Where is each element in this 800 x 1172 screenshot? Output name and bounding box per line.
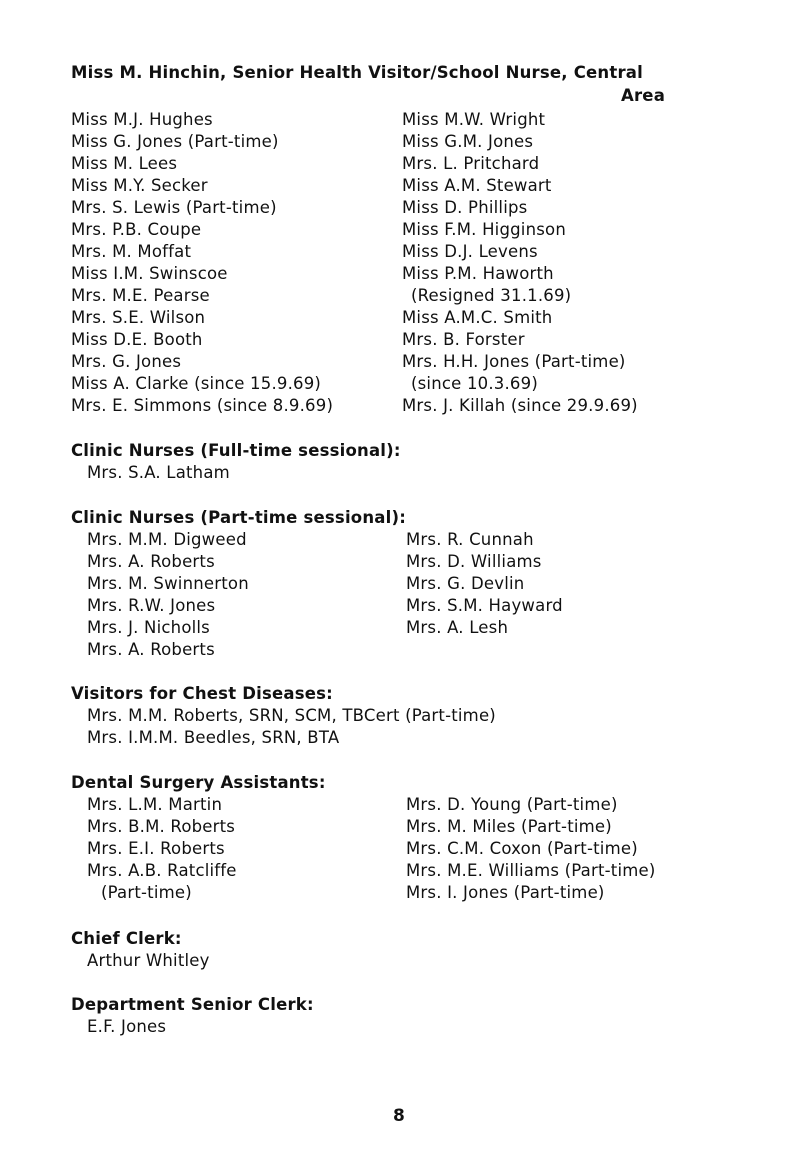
list-item: Miss P.M. Haworth: [402, 264, 554, 283]
clinic-full-heading: Clinic Nurses (Full-time sessional):: [71, 441, 401, 460]
list-item: Mrs. M.E. Pearse: [71, 286, 210, 305]
list-item: Mrs. I. Jones (Part-time): [406, 883, 605, 902]
list-item: Miss D.J. Levens: [402, 242, 538, 261]
list-item: (since 10.3.69): [411, 374, 538, 393]
list-item: Miss D. Phillips: [402, 198, 528, 217]
header-title-line1: Miss M. Hinchin, Senior Health Visitor/School Nurse, Central: [71, 63, 643, 82]
list-item: Mrs. S.M. Hayward: [406, 596, 563, 615]
list-item: Mrs. G. Jones: [71, 352, 182, 371]
list-item: Mrs. E. Simmons (since 8.9.69): [71, 396, 334, 415]
list-item: Mrs. J. Nicholls: [87, 618, 210, 637]
list-item: Mrs. M. Swinnerton: [87, 574, 249, 593]
list-item: Miss M.W. Wright: [402, 110, 546, 129]
list-item: Miss I.M. Swinscoe: [71, 264, 228, 283]
list-item: Mrs. R. Cunnah: [406, 530, 534, 549]
list-item: Mrs. L. Pritchard: [402, 154, 540, 173]
list-item: Mrs. A. Roberts: [87, 640, 215, 659]
list-item: Mrs. B. Forster: [402, 330, 525, 349]
list-item: (Resigned 31.1.69): [411, 286, 572, 305]
list-item: Miss F.M. Higginson: [402, 220, 566, 239]
list-item: Mrs. S.E. Wilson: [71, 308, 206, 327]
chest-heading: Visitors for Chest Diseases:: [71, 684, 333, 703]
list-item: Miss M. Lees: [71, 154, 178, 173]
list-item: Mrs. H.H. Jones (Part-time): [402, 352, 626, 371]
list-item: Mrs. D. Williams: [406, 552, 542, 571]
list-item: Mrs. M.E. Williams (Part-time): [406, 861, 656, 880]
list-item: Mrs. L.M. Martin: [87, 795, 223, 814]
dept-clerk-heading: Department Senior Clerk:: [71, 995, 314, 1014]
list-item: Mrs. M. Miles (Part-time): [406, 817, 612, 836]
list-item: Mrs. A.B. Ratcliffe: [87, 861, 237, 880]
list-item: Mrs. R.W. Jones: [87, 596, 216, 615]
dept-clerk-name: E.F. Jones: [87, 1017, 167, 1036]
list-item: Mrs. M.M. Digweed: [87, 530, 247, 549]
list-item: Mrs. E.I. Roberts: [87, 839, 225, 858]
page-number: 8: [393, 1106, 405, 1126]
list-item: (Part-time): [101, 883, 192, 902]
list-item: Mrs. A. Lesh: [406, 618, 509, 637]
list-item: Mrs. S. Lewis (Part-time): [71, 198, 277, 217]
list-item: Mrs. D. Young (Part-time): [406, 795, 618, 814]
list-item: Miss M.Y. Secker: [71, 176, 208, 195]
list-item: Miss A.M. Stewart: [402, 176, 552, 195]
list-item: Mrs. S.A. Latham: [87, 463, 230, 482]
list-item: Mrs. G. Devlin: [406, 574, 525, 593]
list-item: Miss M.J. Hughes: [71, 110, 213, 129]
header-title-line2: Area: [621, 86, 666, 105]
chief-clerk-heading: Chief Clerk:: [71, 929, 182, 948]
list-item: Mrs. C.M. Coxon (Part-time): [406, 839, 638, 858]
list-item: Mrs. P.B. Coupe: [71, 220, 202, 239]
list-item: Mrs. A. Roberts: [87, 552, 215, 571]
list-item: Mrs. B.M. Roberts: [87, 817, 236, 836]
chief-clerk-name: Arthur Whitley: [87, 951, 210, 970]
list-item: Miss D.E. Booth: [71, 330, 203, 349]
list-item: Miss A.M.C. Smith: [402, 308, 553, 327]
list-item: Miss A. Clarke (since 15.9.69): [71, 374, 322, 393]
list-item: Miss G. Jones (Part-time): [71, 132, 279, 151]
dental-heading: Dental Surgery Assistants:: [71, 773, 326, 792]
clinic-part-heading: Clinic Nurses (Part-time sessional):: [71, 508, 407, 527]
list-item: Mrs. M.M. Roberts, SRN, SCM, TBCert (Part-time): [87, 706, 496, 725]
list-item: Miss G.M. Jones: [402, 132, 534, 151]
list-item: Mrs. M. Moffat: [71, 242, 192, 261]
list-item: Mrs. I.M.M. Beedles, SRN, BTA: [87, 728, 340, 747]
list-item: Mrs. J. Killah (since 29.9.69): [402, 396, 638, 415]
